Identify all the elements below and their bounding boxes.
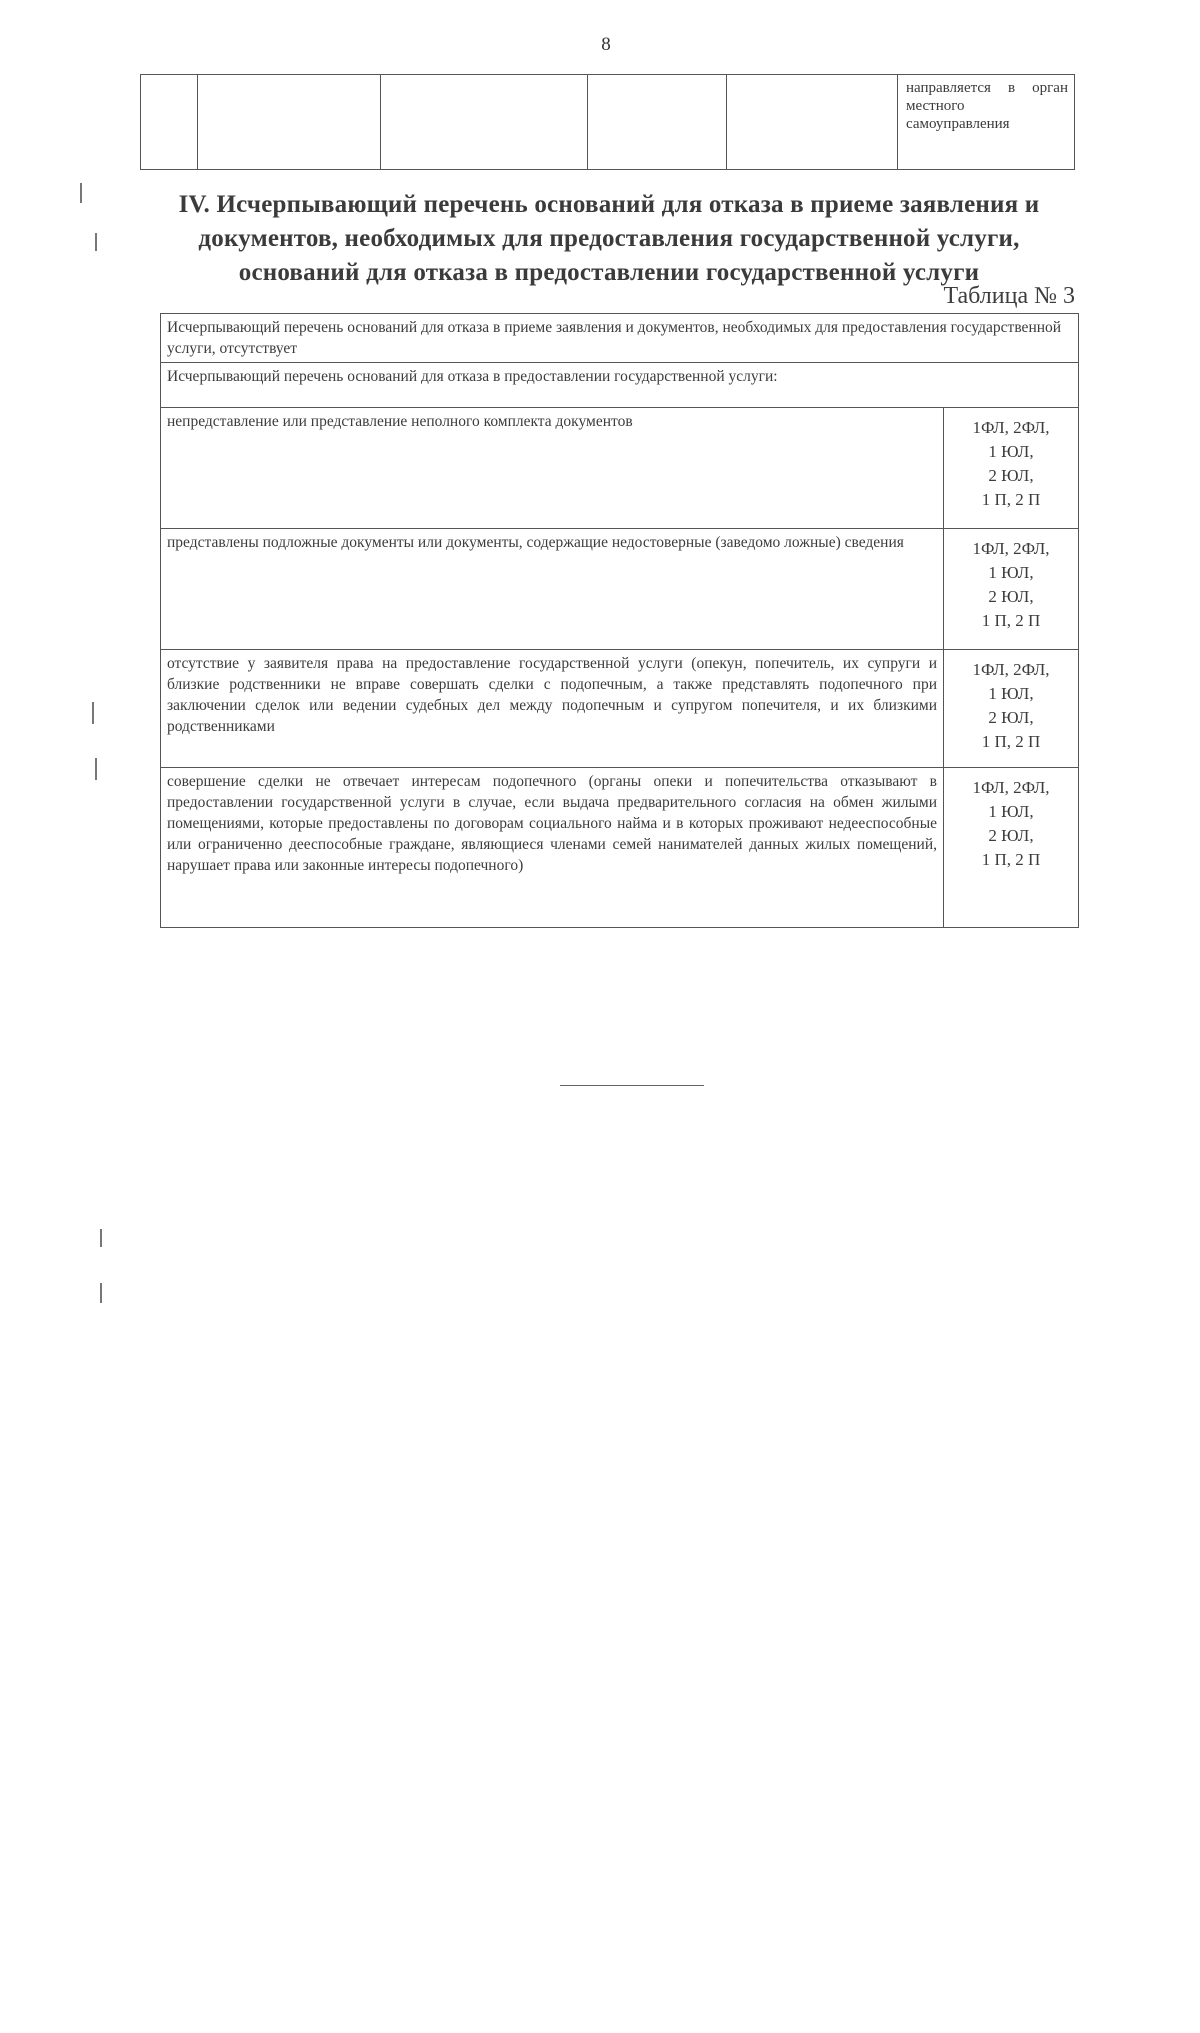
refusal-reason: совершение сделки не отвечает интересам подопечного (органы опеки и попечительства отказывают в предоставлении государственной услуги в случае, если выдача предварительного согласия на обмен жилыми помещениями, которые предоставлены по договорам социального найма и в которых проживают недееспособные или ограниченно дееспособные граждане, являющиеся членами семей нанимателей данных жилых помещений, нарушает права или законные интересы подопечного) <box>161 768 944 928</box>
code-line: 1 П, 2 П <box>981 490 1041 509</box>
code-line: 1 ЮЛ, <box>988 442 1034 461</box>
applicant-codes <box>944 529 1079 650</box>
code-line: 1 ЮЛ, <box>988 802 1034 821</box>
code-line: 1 П, 2 П <box>981 611 1041 630</box>
code-line: 2 ЮЛ, <box>988 466 1034 485</box>
scan-mark <box>100 1283 102 1303</box>
table-row <box>161 363 1079 408</box>
continuation-table <box>140 74 1075 170</box>
code-line: 1ФЛ, 2ФЛ, <box>972 778 1050 797</box>
refusal-reason: представлены подложные документы или документы, содержащие недостоверные (заведомо ложные) сведения <box>161 529 944 650</box>
code-line: 1ФЛ, 2ФЛ, <box>972 539 1050 558</box>
section-title: IV. Исчерпывающий перечень оснований для отказа в приеме заявления и документов, необходимых для предоставления государственной услуги, оснований для отказа в предоставлении государственной услуги <box>178 191 1040 286</box>
table-cell <box>588 75 727 170</box>
table-cell <box>381 75 588 170</box>
code-line: 2 ЮЛ, <box>988 587 1034 606</box>
scan-mark <box>92 702 94 724</box>
table-cell <box>198 75 381 170</box>
table-label: Таблица № 3 <box>943 283 1075 309</box>
code-line: 1 ЮЛ, <box>988 684 1034 703</box>
table-row <box>161 314 1079 363</box>
table-cell <box>898 75 1075 170</box>
code-line: 1ФЛ, 2ФЛ, <box>972 660 1050 679</box>
applicant-codes <box>944 408 1079 529</box>
table-row <box>161 768 1079 928</box>
code-line: 1ФЛ, 2ФЛ, <box>972 418 1050 437</box>
page-number: 8 <box>601 34 611 55</box>
applicant-codes <box>944 650 1079 768</box>
code-line: 1 П, 2 П <box>981 850 1041 869</box>
table-row <box>141 75 1075 170</box>
code-line: 2 ЮЛ, <box>988 708 1034 727</box>
reception-refusal-header: Исчерпывающий перечень оснований для отказа в приеме заявления и документов, необходимых для предоставления государственной услуги, отсутствует <box>161 314 1079 363</box>
table-cell <box>727 75 898 170</box>
code-line: 1 ЮЛ, <box>988 563 1034 582</box>
refusal-grounds-table <box>160 313 1079 928</box>
code-line: 2 ЮЛ, <box>988 826 1034 845</box>
refusal-reason: отсутствие у заявителя права на предоставление государственной услуги (опекун, попечитель, их супруги и близкие родственники не вправе совершать сделки с подопечным, а также представлять подопечного при заключении сделок или ведении судебных дел между подопечным и супругом попечителя, и их близкими родственниками <box>161 650 944 768</box>
service-refusal-header: Исчерпывающий перечень оснований для отказа в предоставлении государственной услуги: <box>161 363 1079 408</box>
table-cell <box>141 75 198 170</box>
code-line: 1 П, 2 П <box>981 732 1041 751</box>
continuation-cell-text: направляется в орган местного самоуправления <box>906 80 1068 132</box>
table-row <box>161 408 1079 529</box>
table-row <box>161 650 1079 768</box>
refusal-reason: непредставление или представление неполного комплекта документов <box>161 408 944 529</box>
scan-mark <box>100 1229 102 1247</box>
end-divider <box>560 1085 704 1086</box>
scan-mark <box>95 758 97 780</box>
scan-mark <box>95 233 97 251</box>
scan-mark <box>80 183 82 203</box>
table-row <box>161 529 1079 650</box>
applicant-codes <box>944 768 1079 928</box>
